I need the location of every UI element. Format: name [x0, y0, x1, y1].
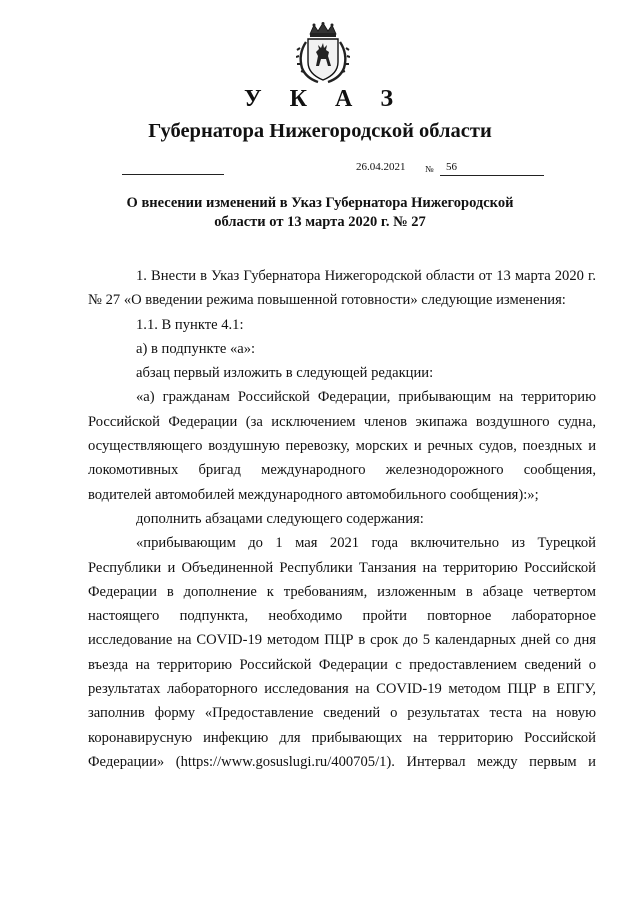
coat-of-arms-icon	[296, 22, 350, 84]
blank-line	[122, 174, 224, 175]
paragraph: дополнить абзацами следующего содержания:	[136, 510, 424, 527]
paragraph: а) в подпункте «а»:	[136, 340, 256, 357]
paragraph: 1.1. В пункте 4.1:	[136, 316, 244, 333]
paragraph: «а) гражданам Российской Федерации, прибывающим на территорию Российской Федерации (за исключением членов экипажа воздушного судна, осуществляющего воздушную перевозку, морских и речных судов, поездных и локомотивных бригад международного железнодорожного сообщения, водителей автомобилей международного автомобильного сообщения):»;	[88, 389, 596, 503]
document-title: У К А З	[243, 86, 404, 112]
subject-line: О внесении изменений в Указ Губернатора Нижегородской	[126, 195, 514, 211]
paragraph: 1. Внести в Указ Губернатора Нижегородской области от 13 марта 2020 г. № 27 «О введении режима повышенной готовности» следующие изменения:	[88, 268, 596, 309]
document-body	[88, 264, 596, 774]
paragraph: абзац первый изложить в следующей редакции:	[136, 365, 434, 382]
document-date: 26.04.2021	[356, 161, 406, 173]
document-subject	[0, 194, 640, 232]
number-underline	[440, 175, 544, 176]
number-label: №	[425, 164, 434, 174]
paragraph: «прибывающим до 1 мая 2021 года включительно из Турецкой Республики и Объединенной Республики Танзания на территорию Российской Федерации в дополнение к требованиям, изложенным в абзаце четвертом настоящего подпункта, необходимо пройти повторное лабораторное исследование на COVID-19 методом ПЦР в срок до 5 календарных дней со дня въезда на территорию Российской Федерации с предоставлением сведений о результатах лабораторного исследования на COVID-19 методом ПЦР в ЕПГУ, заполнив форму «Предоставление сведений о результатах теста на новую коронавирусную инфекцию для прибывающих на территорию Российской Федерации» (https://www.gosuslugi.ru/400705/1). Интервал между первым и	[88, 535, 596, 770]
document-number: 56	[446, 161, 457, 173]
issuer-title: Губернатора Нижегородской области	[148, 120, 492, 142]
subject-line: области от 13 марта 2020 г. № 27	[214, 214, 426, 230]
